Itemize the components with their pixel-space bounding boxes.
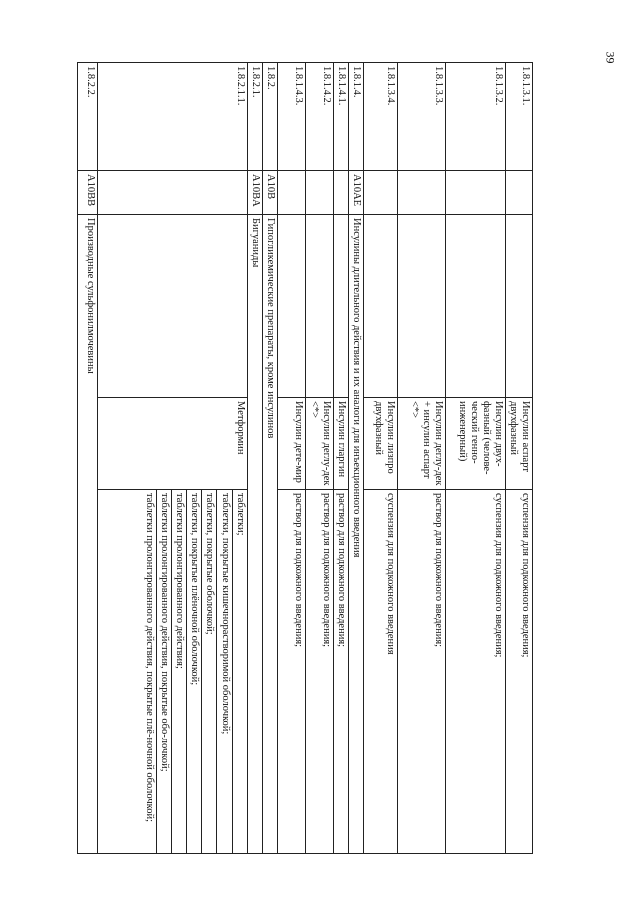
dosage-form-item: раствор для подкожного введения; — [432, 493, 444, 648]
dosage-form-item: таблетки, покрытые кишечнорастворимой оболочкой; — [218, 490, 233, 853]
row-number-cell: 1.8.1.4.2. — [305, 63, 333, 171]
dosage-forms-cell — [277, 490, 305, 854]
dosage-forms-cell — [397, 490, 445, 854]
drug-name-cell: Инсулин лизпро двухфазный — [363, 398, 397, 490]
table-row — [277, 63, 305, 854]
atc-code-cell — [397, 171, 445, 215]
drug-name-cell: Метформин — [97, 398, 247, 490]
drug-name-cell: Инсулин аспарт двухфазный — [505, 398, 532, 490]
dosage-form-item: суспензия для подкожного введения — [384, 493, 396, 655]
drug-name-cell: Инсулин деглу-дек + инсулин аспарт <*> — [397, 398, 445, 490]
table-row — [247, 63, 262, 854]
dosage-forms-cell — [305, 490, 333, 854]
table-row — [363, 63, 397, 854]
table-row — [97, 63, 247, 854]
row-number-cell: 1.8.2.2. — [77, 63, 97, 171]
atc-code-cell — [333, 171, 348, 215]
drug-name-cell: Инсулин двух-фазный (челове-ческий генно-инженерный) — [445, 398, 505, 490]
group-name-cell: Инсулины длительного действия и их аналоги для инъекционного введения — [348, 215, 363, 854]
row-number-cell: 1.8.1.4.1. — [333, 63, 348, 171]
atc-code-cell — [277, 171, 305, 215]
page-number: 39 — [603, 51, 618, 64]
dosage-forms-cell — [97, 490, 247, 854]
row-number-cell: 1.8.2.1. — [247, 63, 262, 171]
dosage-form-item: раствор для подкожного введения; — [292, 493, 304, 648]
dosage-form-item: раствор для подкожного введения; — [335, 493, 347, 648]
atc-code-cell — [505, 171, 532, 215]
dosage-form-item: суспензия для подкожного введения; — [492, 493, 504, 658]
atc-code-cell — [305, 171, 333, 215]
row-number-cell: 1.8.1.4. — [348, 63, 363, 171]
atc-code-cell: A10AE — [348, 171, 363, 215]
group-name-cell — [97, 215, 247, 398]
row-number-cell: 1.8.1.4.3. — [277, 63, 305, 171]
dosage-forms-cell — [363, 490, 397, 854]
table-row — [397, 63, 445, 854]
row-number-cell: 1.8.2. — [262, 63, 277, 171]
row-number-cell: 1.8.1.3.3. — [397, 63, 445, 171]
table-row — [262, 63, 277, 854]
dosage-forms-cell — [505, 490, 532, 854]
table-row — [305, 63, 333, 854]
dosage-form-item: таблетки; — [234, 493, 246, 536]
dosage-forms-cell — [333, 490, 348, 854]
group-name-cell — [363, 215, 397, 398]
table-row — [77, 63, 97, 854]
table-row — [348, 63, 363, 854]
document-page — [84, 62, 533, 853]
dosage-form-item: таблетки пролонгированного действия; — [172, 490, 187, 853]
group-name-cell — [277, 215, 305, 398]
atc-code-cell — [445, 171, 505, 215]
rotated-table-container — [84, 62, 533, 853]
atc-code-cell — [363, 171, 397, 215]
row-number-cell: 1.8.1.3.4. — [363, 63, 397, 171]
table-row — [505, 63, 532, 854]
dosage-form-item: таблетки пролонгированного действия, покрытые обо-лочкой; — [157, 490, 172, 853]
dosage-forms-cell — [445, 490, 505, 854]
dosage-form-item: таблетки пролонгированного действия, покрытые плё-ночной оболочкой; — [142, 490, 157, 853]
group-name-cell — [505, 215, 532, 398]
group-name-cell — [397, 215, 445, 398]
drug-name-cell: Инсулин дете-мир — [277, 398, 305, 490]
group-name-cell: Бигуаниды — [247, 215, 262, 854]
dosage-form-item: раствор для подкожного введения; — [320, 493, 332, 648]
atc-code-cell: A10BA — [247, 171, 262, 215]
atc-code-cell: A10BB — [77, 171, 97, 215]
row-number-cell: 1.8.1.3.2. — [445, 63, 505, 171]
drug-table — [77, 62, 533, 854]
drug-name-cell: Инсулин деглу-дек <*> — [305, 398, 333, 490]
group-name-cell — [445, 215, 505, 398]
row-number-cell: 1.8.2.1.1. — [97, 63, 247, 171]
table-row — [445, 63, 505, 854]
group-name-cell: Гипогликемические препараты, кроме инсулинов — [262, 215, 277, 854]
table-row — [333, 63, 348, 854]
group-name-cell: Производные сульфонилмочевины — [77, 215, 97, 854]
dosage-form-item: суспензия для подкожного введения; — [520, 493, 531, 658]
group-name-cell — [305, 215, 333, 398]
atc-code-cell: A10B — [262, 171, 277, 215]
atc-code-cell — [97, 171, 247, 215]
row-number-cell: 1.8.1.3.1. — [505, 63, 532, 171]
drug-name-cell: Инсулин гларгин — [333, 398, 348, 490]
dosage-form-item: таблетки, покрытые оболочкой; — [202, 490, 217, 853]
dosage-form-item: таблетки, покрытые плёночной оболочкой; — [187, 490, 202, 853]
group-name-cell — [333, 215, 348, 398]
